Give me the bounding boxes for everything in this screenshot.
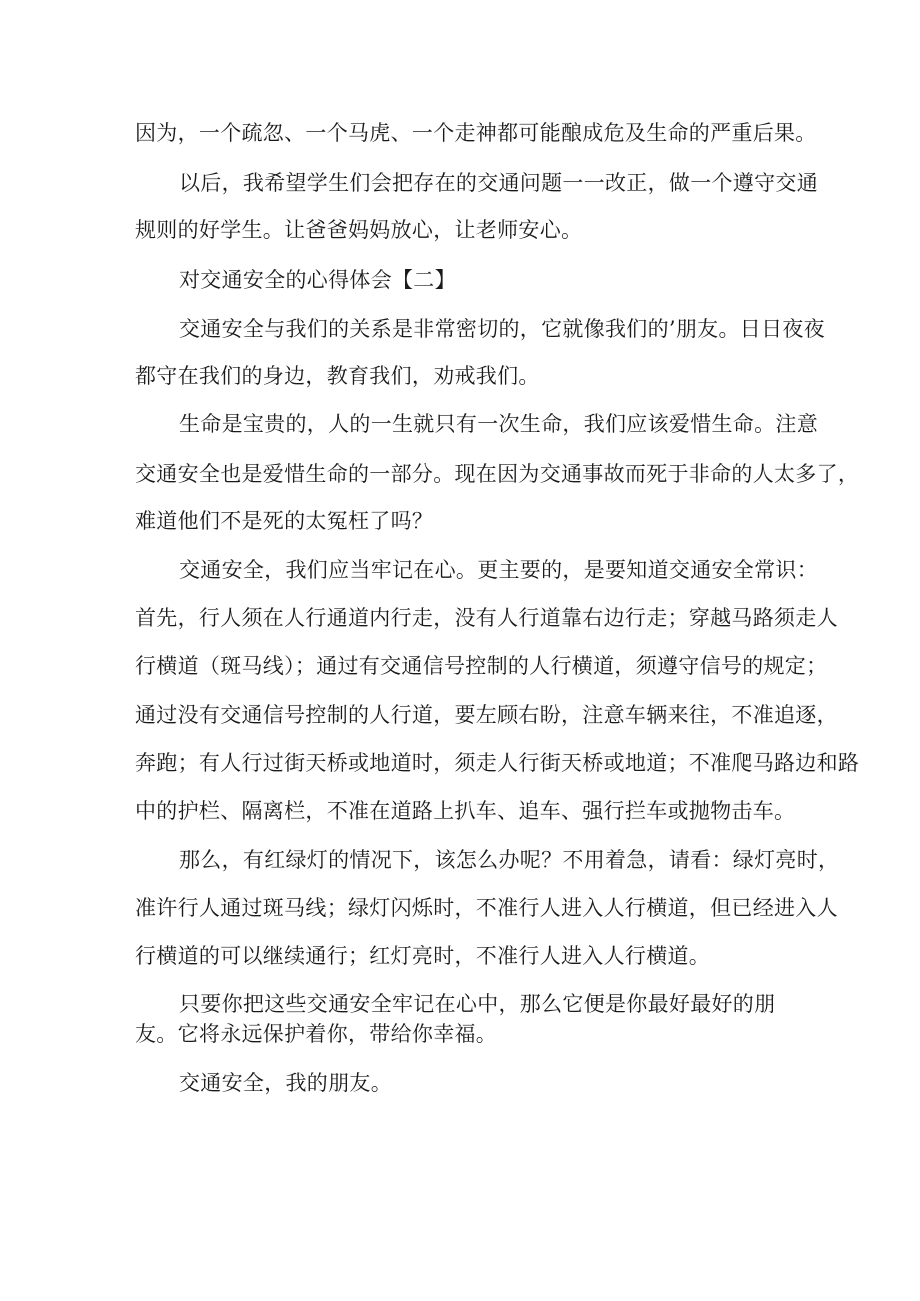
text-line: 交通安全，我的朋友。 [179,1071,392,1095]
text-line: 行横道（斑马线）；通过有交通信号控制的人行横道，须遵守信号的规定； [135,654,828,678]
text-line: 因为，一个疏忽、一个马虎、一个走神都可能酿成危及生命的严重后果。 [135,121,817,145]
text-line: 生命是宝贵的，人的一生就只有一次生命，我们应该爱惜生命。注意 [179,412,818,436]
text-line: 通过没有交通信号控制的人行道，要左顾右盼，注意车辆来往，不准追逐， [135,703,838,727]
text-line: 交通安全与我们的关系是非常密切的，它就像我们的’朋友。日日夜夜 [179,317,825,341]
text-line: 交通安全也是爱惜生命的一部分。现在因为交通事故而死于非命的人太多了， [135,462,860,486]
text-line: 中的护栏、隔离栏，不准在道路上扒车、追车、强行拦车或抛物击车。 [135,799,796,823]
text-line: 以后，我希望学生们会把存在的交通问题一一改正，做一个遵守交通 [179,171,818,195]
text-line: 行横道的可以继续通行；红灯亮时，不准行人进入人行横道。 [135,944,711,968]
text-line: 都守在我们的身边，教育我们，劝戒我们。 [135,364,540,388]
text-line: 友。它将永远保护着你，带给你幸福。 [135,1022,498,1046]
text-line: 规则的好学生。让爸爸妈妈放心，让老师安心。 [135,218,583,242]
text-line: 只要你把这些交通安全牢记在心中，那么它便是你最好最好的朋 [179,992,776,1016]
text-line: 奔跑；有人行过街天桥或地道时，须走人行街天桥或地道；不准爬马路边和路 [135,751,860,775]
text-line: 那么，有红绿灯的情况下，该怎么办呢？不用着急，请看：绿灯亮时， [179,848,840,872]
text-line: 难道他们不是死的太冤枉了吗？ [135,509,434,533]
text-line: 交通安全，我们应当牢记在心。更主要的，是要知道交通安全常识： [179,558,818,582]
section-heading: 对交通安全的心得体会【二】 [179,268,456,292]
text-line: 准许行人通过斑马线；绿灯闪烁时，不准行人进入人行横道，但已经进入人 [135,896,838,920]
text-line: 首先，行人须在人行通道内行走，没有人行道靠右边行走；穿越马路须走人 [135,606,838,630]
